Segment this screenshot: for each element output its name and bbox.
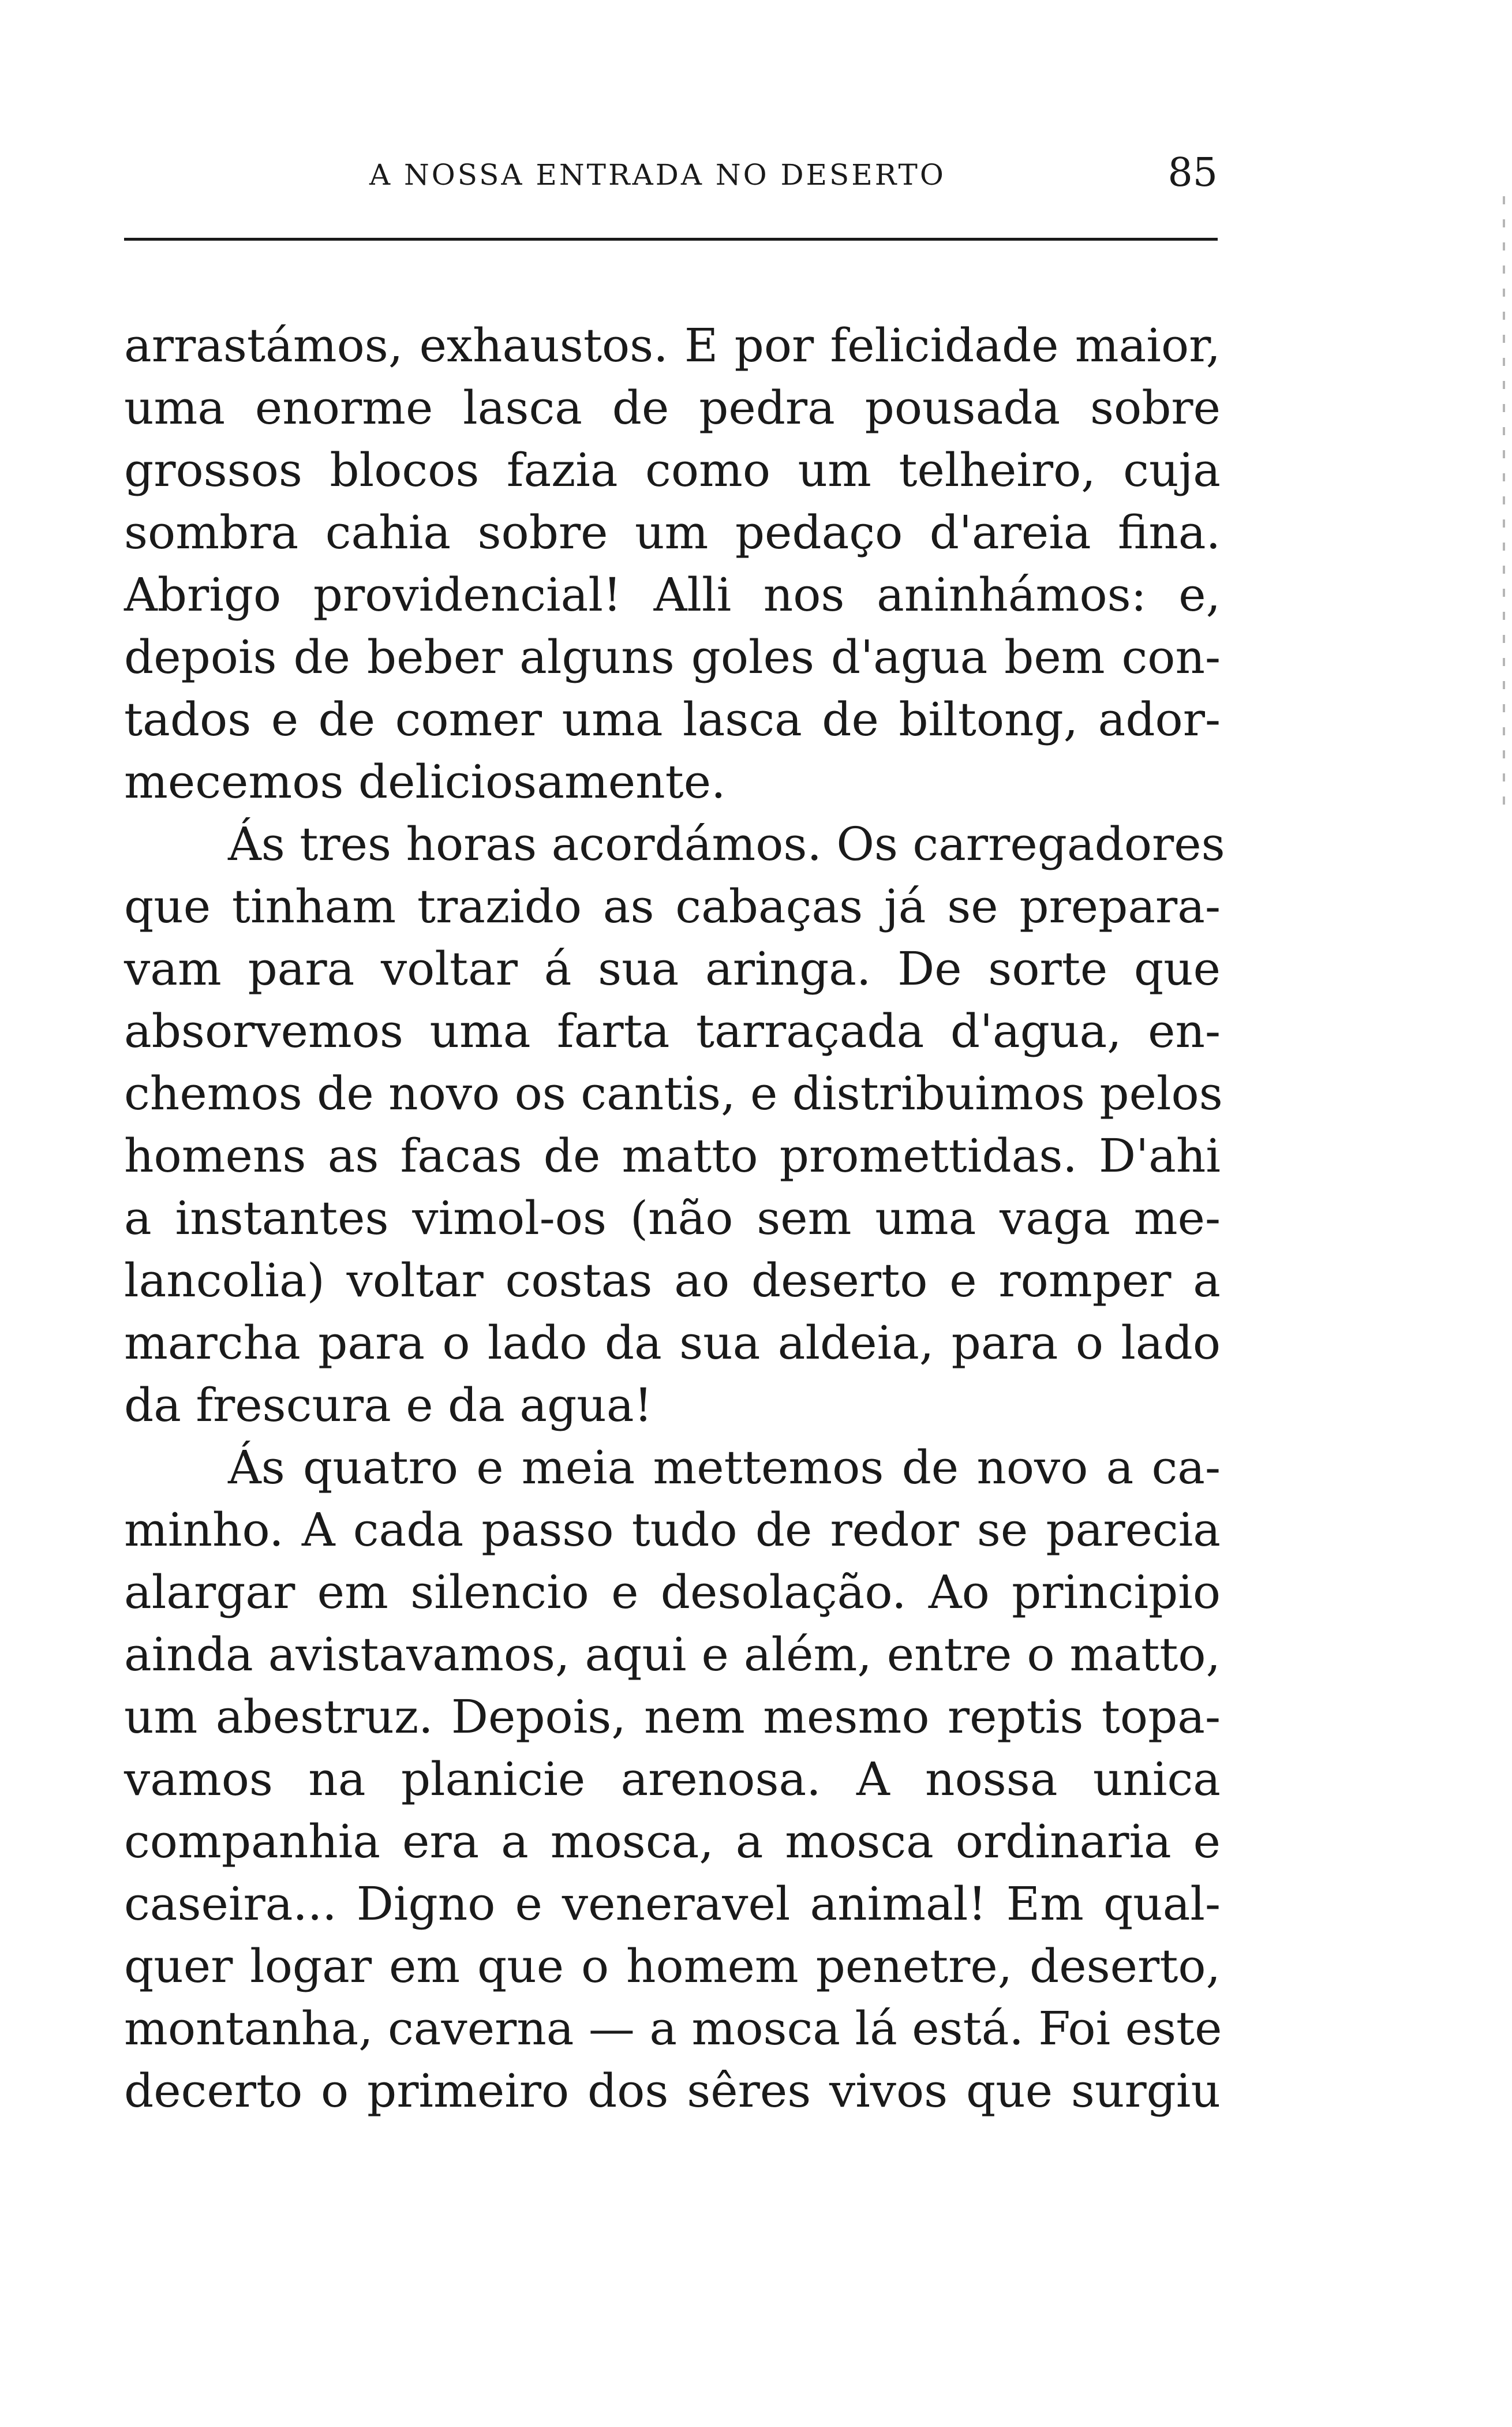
- text-line: absorvemos uma farta tarraçada d'agua, en-: [124, 1004, 1221, 1058]
- text-line: montanha, caverna — a mosca lá está. Foi este: [124, 2002, 1222, 2055]
- text-line: companhia era a mosca, a mosca ordinaria e: [124, 1815, 1221, 1868]
- text-line: lancolia) voltar costas ao deserto e romper a: [124, 1254, 1221, 1307]
- body-text: [124, 315, 1225, 2122]
- text-line: caseira... Digno e veneravel animal! Em qual-: [124, 1877, 1221, 1931]
- text-line: tados e de comer uma lasca de biltong, ador-: [124, 693, 1221, 746]
- text-line: Abrigo providencial! Alli nos aninhámos: e,: [124, 568, 1221, 622]
- text-line: sombra cahia sobre um pedaço d'areia fina.: [124, 506, 1221, 559]
- page-edge-shadow: [1503, 196, 1505, 808]
- text-line: quer logar em que o homem penetre, deserto,: [124, 1939, 1221, 1993]
- text-line: minho. A cada passo tudo de redor se parecia: [124, 1503, 1221, 1557]
- text-line: uma enorme lasca de pedra pousada sobre: [124, 381, 1221, 435]
- text-line: arrastámos, exhaustos. E por felicidade maior,: [124, 319, 1221, 372]
- text-line: alargar em silencio e desolação. Ao principio: [124, 1565, 1221, 1619]
- text-line: Ás tres horas acordámos. Os carregadores: [228, 817, 1225, 871]
- text-line: que tinham trazido as cabaças já se prepara-: [124, 880, 1221, 933]
- header-rule: [124, 238, 1218, 241]
- running-head: A NOSSA ENTRADA NO DESERTO: [369, 158, 946, 192]
- text-line: marcha para o lado da sua aldeia, para o lado: [124, 1316, 1221, 1370]
- page-number: 85: [1167, 150, 1218, 196]
- text-line: Ás quatro e meia mettemos de novo a ca-: [228, 1441, 1221, 1494]
- text-line: a instantes vimol-os (não sem uma vaga me-: [124, 1191, 1221, 1245]
- page-header: [127, 150, 1223, 201]
- text-line: da frescura e da agua!: [124, 1378, 653, 1432]
- text-line: vam para voltar á sua aringa. De sorte que: [124, 942, 1221, 996]
- text-line: vamos na planicie arenosa. A nossa unica: [124, 1752, 1221, 1806]
- text-line: homens as facas de matto promettidas. D'ahi: [124, 1129, 1221, 1183]
- text-line: depois de beber alguns goles d'agua bem con-: [124, 630, 1221, 684]
- text-line: mecemos deliciosamente.: [124, 755, 726, 809]
- text-line: chemos de novo os cantis, e distribuimos pelos: [124, 1067, 1223, 1120]
- text-line: decerto o primeiro dos sêres vivos que surgiu: [124, 2064, 1221, 2118]
- text-line: grossos blocos fazia como um telheiro, cuja: [124, 443, 1221, 497]
- text-line: um abestruz. Depois, nem mesmo reptis topa-: [124, 1690, 1221, 1744]
- text-line: ainda avistavamos, aqui e além, entre o matto,: [124, 1628, 1221, 1681]
